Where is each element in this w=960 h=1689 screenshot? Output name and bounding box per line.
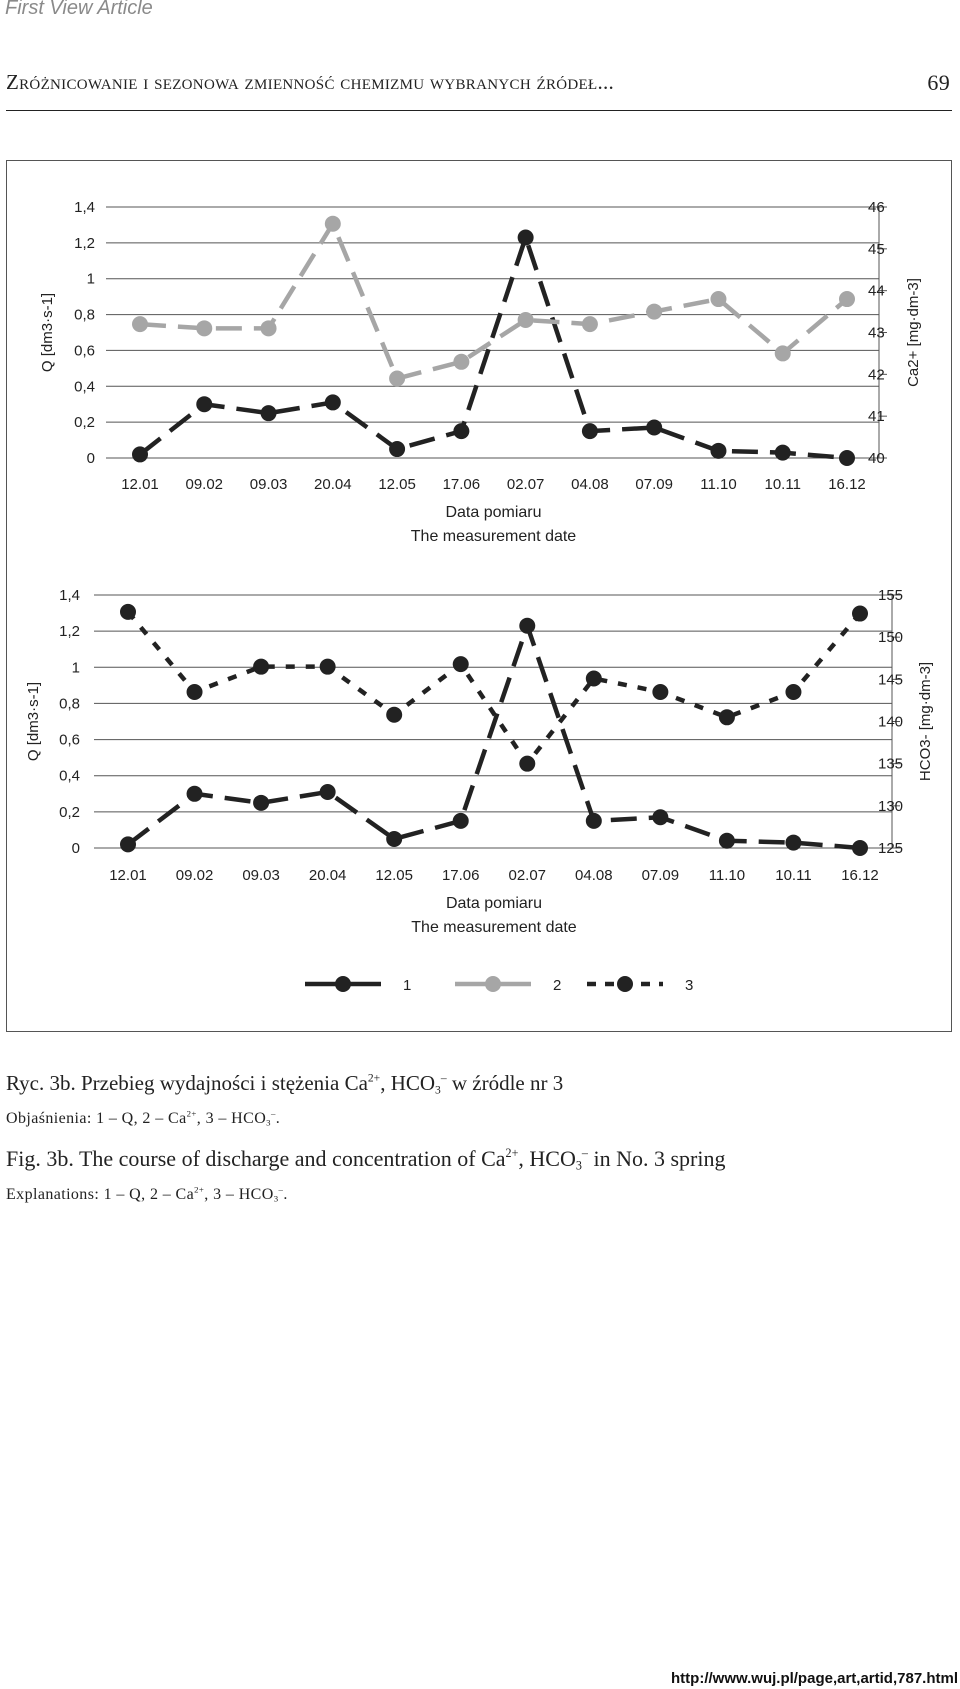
chart1-xtick: 04.08: [571, 476, 609, 493]
chart1-series-2-point: [261, 320, 277, 336]
chart1-xtick: 11.10: [700, 476, 737, 493]
legend-label-2: 2: [553, 977, 562, 994]
chart2-ytick-left: 1,4: [59, 587, 80, 604]
chart1-xtick: 10.11: [764, 476, 801, 493]
chart1-ytick-right: 46: [868, 199, 885, 216]
chart1-ytick-left: 1: [86, 270, 95, 288]
caption-pl-title: Ryc. 3b. Przebieg wydajności i stężenia $Ca^{2+}$, $HCO_3^-$ w źródle nr 3: [6, 1071, 564, 1097]
chart1-series-1-point: [839, 450, 855, 466]
chart1-ytick-right: 44: [868, 282, 885, 300]
chart1-ytick-right: 41: [868, 408, 885, 426]
chart1-series-1-point: [775, 445, 791, 461]
chart2-xtick: 12.05: [375, 867, 413, 884]
chart2-series-3-point: [386, 707, 402, 723]
chart1-series-1-point: [132, 446, 148, 462]
chart1-series-1-point: [261, 405, 277, 421]
chart2-ylabel-right: HCO3- [mg·dm-3]: [917, 661, 934, 782]
caption-en-explanation: Explanations: 1 – Q, $2 - Ca^{2+}$, $3 - HCO_3^-$.: [6, 1184, 288, 1204]
chart1-ytick-right: 40: [868, 450, 885, 467]
chart1-series-2-point: [389, 371, 405, 387]
chart2-ytick-left: 1,2: [59, 623, 80, 641]
caption-pl-explanation: Objaśnienia: 1 – Q, $2 - Ca^{2+}$, $3 - HCO_3^-$.: [6, 1108, 281, 1128]
legend-label-3: 3: [685, 977, 694, 994]
chart1-series-2-point: [839, 291, 855, 307]
chart2-xtick: 07.09: [641, 867, 680, 884]
chart1-series-1-point: [710, 443, 726, 459]
chart1-xlabel-en: The measurement date: [410, 528, 577, 545]
chart1-xtick: 07.09: [635, 476, 673, 493]
chart2-xtick: 09.02: [175, 867, 214, 884]
legend-marker-2: [485, 976, 501, 992]
chart1-series-2-point: [518, 312, 534, 328]
chart2-ytick-right: 150: [878, 629, 904, 647]
chart2-series-1-point: [785, 835, 801, 851]
chart2-xtick: 02.07: [508, 867, 547, 884]
chart2-ytick-right: 125: [878, 840, 904, 857]
chart1-ytick-left: 0,8: [74, 306, 95, 324]
chart1-ytick-right: 42: [868, 366, 885, 384]
chart2-series-3-point: [320, 659, 336, 675]
chart1-series-2-point: [453, 354, 469, 370]
page-number: 69: [927, 70, 950, 95]
chart1-series-1-point: [518, 229, 534, 245]
chart2-series-1-point: [386, 831, 402, 847]
chart2-xtick: 04.08: [575, 867, 613, 884]
chart2-xtick: 16.12: [841, 867, 879, 884]
chart2-series-3-point: [785, 684, 801, 700]
chart1-ylabel-left: Q [dm3·s-1]: [39, 292, 56, 373]
chart1-xtick: 20.04: [314, 476, 352, 493]
chart2-series-1-point: [120, 836, 136, 852]
chart1-series-2-point: [196, 320, 212, 336]
chart1-series-1-point: [196, 396, 212, 412]
footer-url: http://www.wuj.pl/page,art,artid,787.html: [671, 1670, 958, 1687]
legend-marker-3: [617, 976, 633, 992]
chart2-xtick: 20.04: [308, 867, 347, 884]
chart2-xtick: 11.10: [708, 867, 746, 884]
chart1-series-1-point: [453, 423, 469, 439]
chart2-xtick: 12.01: [109, 867, 147, 884]
chart2-series-3-point: [519, 756, 535, 772]
chart2-series-3-point: [120, 604, 136, 620]
chart1-series-2-point: [710, 291, 726, 307]
chart1-ytick-left: 0,4: [74, 378, 95, 396]
chart2-series-1-point: [719, 833, 735, 849]
chart1-series-2-point: [325, 216, 341, 232]
chart1-ytick-right: 45: [868, 240, 885, 258]
chart1-series-2-point: [775, 345, 791, 361]
chart1-ytick-left: 0,2: [74, 414, 95, 432]
chart2-ytick-right: 155: [878, 587, 904, 604]
chart2-ytick-right: 135: [878, 755, 904, 773]
running-title: Zróżnicowanie i sezonowa zmienność chemizmu wybranych źródeł...: [6, 70, 615, 94]
legend-label-1: 1: [403, 977, 412, 994]
chart2-ytick-left: 1: [71, 659, 80, 677]
chart2-series-3-point: [852, 606, 868, 622]
chart1-xtick: 12.01: [121, 476, 159, 493]
chart1-series-2-point: [132, 316, 148, 332]
chart2-ylabel-left: Q [dm3·s-1]: [25, 681, 42, 762]
chart2-series-1-point: [652, 809, 668, 825]
caption-en-title: Fig. 3b. The course of discharge and concentration of $Ca^{2+}$, $HCO_3^-$ in No. 3 spring: [6, 1145, 726, 1173]
chart2-xtick: 09.03: [242, 867, 280, 884]
chart1-xtick: 09.02: [185, 476, 224, 493]
chart2-xlabel-pl: Data pomiaru: [445, 895, 543, 912]
chart2-ytick-left: 0,6: [59, 731, 80, 749]
chart2-ytick-left: 0,2: [59, 803, 80, 821]
chart1-ytick-left: 0: [86, 450, 95, 467]
chart2-series-3-point: [253, 659, 269, 675]
chart1-series-1-point: [582, 423, 598, 439]
chart2-ytick-left: 0,4: [59, 767, 80, 785]
chart1-series-1-point: [325, 394, 341, 410]
chart1-xtick: 16.12: [828, 476, 866, 493]
chart2-series-3-line: [128, 612, 860, 764]
chart1-series-2-line: [140, 224, 847, 379]
chart1-ytick-left: 1,4: [74, 199, 95, 216]
chart1-series-1-point: [646, 420, 662, 436]
chart2-ytick-right: 145: [878, 671, 904, 689]
chart2-series-3-point: [187, 684, 203, 700]
chart2-ytick-right: 130: [878, 797, 904, 815]
chart1-series-1-line: [140, 237, 847, 458]
chart1-ytick-left: 1,2: [74, 234, 95, 252]
chart2-xlabel-en: The measurement date: [411, 919, 577, 936]
article-banner: First View Article: [5, 0, 153, 19]
chart2-series-1-point: [453, 813, 469, 829]
chart1-ytick-right: 43: [868, 324, 885, 342]
chart2-series-3-point: [453, 656, 469, 672]
chart2-series-3-point: [586, 670, 602, 686]
chart2-series-1-line: [128, 626, 860, 848]
chart2-ytick-right: 140: [878, 713, 904, 731]
chart2-xtick: 10.11: [775, 867, 812, 884]
chart2-series-1-point: [519, 618, 535, 634]
chart1-series-2-point: [582, 316, 598, 332]
chart2-series-1-point: [852, 840, 868, 856]
chart1-series-1-point: [389, 441, 405, 457]
chart1-xlabel-pl: Data pomiaru: [445, 504, 542, 521]
legend-marker-1: [335, 976, 351, 992]
chart2-ytick-left: 0: [71, 840, 80, 857]
chart2-xtick: 17.06: [441, 867, 480, 884]
chart2-series-1-point: [320, 784, 336, 800]
chart1-ytick-left: 0,6: [74, 342, 95, 360]
chart1-series-2-point: [646, 304, 662, 320]
chart1-xtick: 02.07: [506, 476, 545, 493]
chart2-ytick-left: 0,8: [59, 695, 80, 713]
chart2-series-3-point: [719, 709, 735, 725]
chart2-series-1-point: [187, 786, 203, 802]
chart2-series-1-point: [253, 795, 269, 811]
chart1-xtick: 09.03: [249, 476, 288, 493]
chart1-xtick: 17.06: [442, 476, 481, 493]
chart1-xtick: 12.05: [378, 476, 416, 493]
chart2-series-3-point: [652, 684, 668, 700]
chart2-series-1-point: [586, 813, 602, 829]
chart1-ylabel-right: Ca2+ [mg·dm-3]: [905, 278, 922, 387]
